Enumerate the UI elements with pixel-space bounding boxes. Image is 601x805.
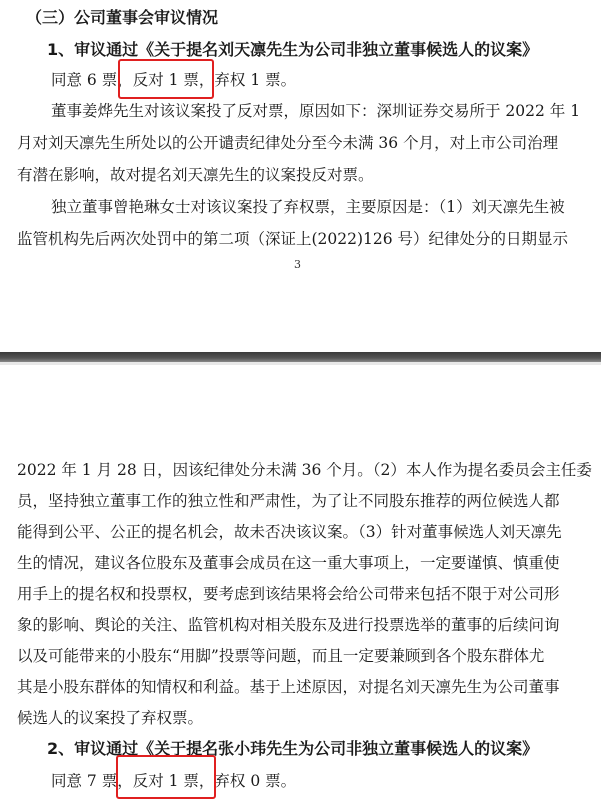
document-page-top <box>0 0 601 352</box>
para1-line3: 有潜在影响，故对提名刘天凛先生的议案投反对票。 <box>17 166 374 184</box>
highlight-box-item2 <box>116 755 216 799</box>
page-divider <box>0 352 601 362</box>
section-title: （三）公司董事会审议情况 <box>26 8 219 27</box>
para3-line1: 2022 年 1 月 28 日，因该纪律处分未满 36 个月。（2）本人作为提名委员会主任委 <box>17 461 592 479</box>
item2-title: 2、审议通过《关于提名张小玮先生为公司非独立董事候选人的议案》 <box>47 739 539 758</box>
para2-line1: 独立董事曾艳琳女士对该议案投了弃权票，主要原因是：（1）刘天凛先生被 <box>51 198 565 216</box>
para3-line3: 能得到公平、公正的提名机会，故未否决该议案。（3）针对董事候选人刘天凛先 <box>17 523 562 541</box>
item2-votes: 同意 7 票，反对 1 票，弃权 0 票。 <box>51 772 297 790</box>
para1-line1: 董事姜烨先生对该议案投了反对票，原因如下：深圳证券交易所于 2022 年 1 <box>51 102 581 120</box>
para3-line9: 候选人的议案投了弃权票。 <box>17 709 204 727</box>
item1-title: 1、审议通过《关于提名刘天凛先生为公司非独立董事候选人的议案》 <box>47 40 539 59</box>
para1-line2: 月对刘天凛先生所处以的公开谴责纪律处分至今未满 36 个月，对上市公司治理 <box>17 134 559 152</box>
para3-line7: 以及可能带来的小股东“用脚”投票等问题，而且一定要兼顾到各个股东群体尤 <box>17 647 545 665</box>
para3-line5: 用手上的提名权和投票权，要考虑到该结果将会给公司带来包括不限于对公司形 <box>17 585 560 603</box>
document-page-bottom <box>0 365 601 805</box>
para3-line4: 生的情况，建议各位股东及董事会成员在这一重大事项上，一定要谨慎、慎重使 <box>17 554 560 572</box>
para2-line2: 监管机构先后两次处罚中的第二项（深证上(2022)126 号）纪律处分的日期显示 <box>17 230 569 248</box>
para3-line8: 其是小股东群体的知情权和利益。基于上述原因，对提名刘天凛先生为公司董事 <box>17 678 560 696</box>
para3-line2: 员，坚持独立董事工作的独立性和严肃性，为了让不同股东推荐的两位候选人都 <box>17 492 560 510</box>
page-number: 3 <box>294 258 301 271</box>
para3-line6: 象的影响、舆论的关注、监管机构对相关股东及进行投票选举的董事的后续问询 <box>17 616 560 634</box>
item1-votes: 同意 6 票，反对 1 票，弃权 1 票。 <box>51 71 297 89</box>
highlight-box-item1 <box>118 59 214 99</box>
